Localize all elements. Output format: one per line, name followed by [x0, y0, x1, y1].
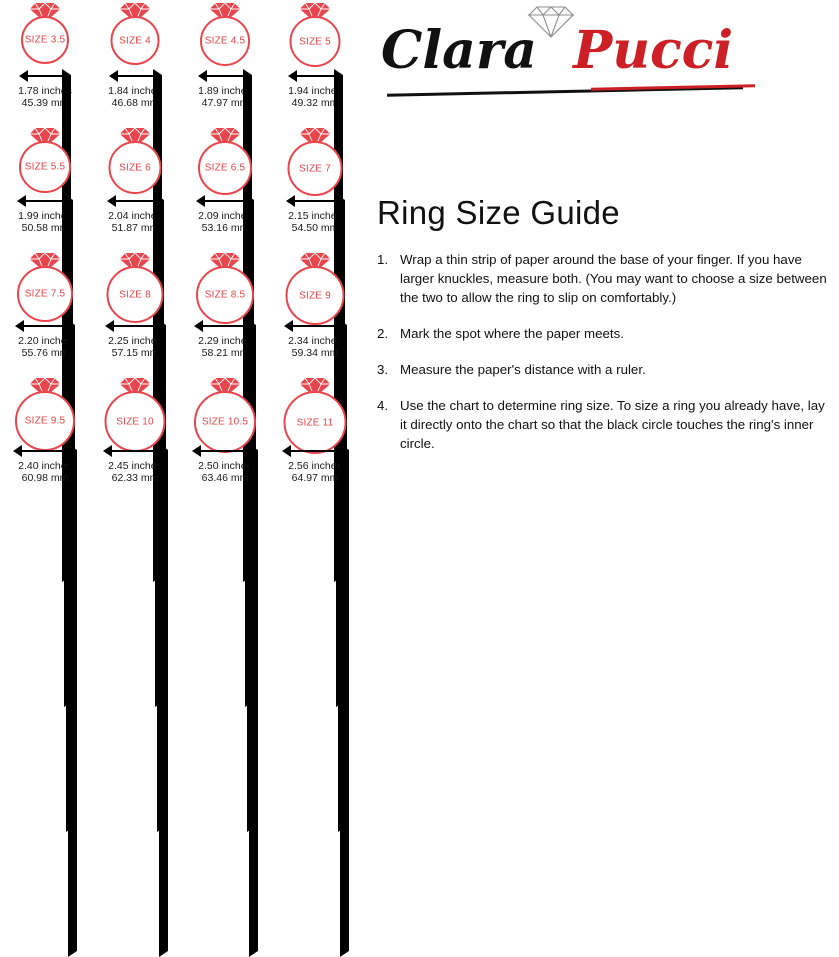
diameter-arrow	[95, 319, 175, 333]
guide-step-number: 2.	[377, 326, 389, 341]
ring-measurement-inches: 1.99 inches	[18, 210, 72, 222]
ring-size-label: SIZE 4.5	[204, 35, 246, 47]
ring-measurement-mm: 55.76 mm	[21, 347, 69, 359]
diameter-arrow	[185, 444, 265, 458]
ring-measurement-inches: 2.45 inches	[108, 460, 162, 472]
ring-measurement	[288, 460, 342, 484]
ring-measurement-inches: 2.50 inches	[198, 460, 252, 472]
ring-illustration	[5, 252, 85, 318]
ring-measurement-inches: 2.15 inches	[288, 210, 342, 222]
diameter-arrow	[5, 319, 85, 333]
diameter-arrow	[275, 444, 355, 458]
ring-illustration	[185, 252, 265, 318]
diameter-arrow	[185, 69, 265, 83]
ring-size-cell[interactable]	[270, 250, 360, 375]
ring-measurement-inches: 1.94 inches	[288, 85, 342, 97]
ring-measurement-inches: 2.09 inches	[198, 210, 252, 222]
ring-size-label: SIZE 5	[299, 36, 331, 47]
ring-illustration	[95, 377, 175, 443]
ring-size-label: SIZE 4	[119, 35, 151, 46]
diameter-arrow	[5, 444, 85, 458]
ring-size-cell[interactable]	[90, 250, 180, 375]
ring-size-label: SIZE 6	[119, 162, 151, 173]
guide-step	[377, 360, 827, 379]
guide-step-text: Mark the spot where the paper meets.	[400, 326, 624, 341]
ring-illustration	[185, 2, 265, 68]
ring-measurement	[198, 335, 252, 359]
ring-size-label: SIZE 5.5	[24, 161, 66, 173]
ring-size-cell[interactable]	[0, 250, 90, 375]
ring-size-cell[interactable]	[180, 375, 270, 500]
ring-size-label: SIZE 7.5	[24, 288, 66, 300]
brand-name-first: Clara	[381, 20, 537, 81]
ring-measurement-inches: 2.25 inches	[108, 335, 162, 347]
ring-size-cell[interactable]	[90, 375, 180, 500]
ring-measurement-mm: 45.39 mm	[21, 97, 69, 109]
ring-measurement-mm: 49.32 mm	[291, 97, 339, 109]
ring-size-cell[interactable]	[270, 125, 360, 250]
ring-size-cell[interactable]	[180, 250, 270, 375]
ring-size-label: SIZE 3.5	[24, 34, 66, 46]
ring-measurement	[18, 460, 72, 484]
ring-illustration	[275, 377, 355, 443]
ring-size-label: SIZE 7	[299, 163, 331, 174]
ring-size-chart	[0, 0, 363, 501]
ring-size-cell[interactable]	[0, 0, 90, 125]
guide-steps	[377, 250, 827, 470]
ring-measurement-mm: 59.34 mm	[291, 347, 339, 359]
ring-size-cell[interactable]	[90, 0, 180, 125]
guide-step	[377, 396, 827, 453]
ring-measurement-inches: 2.34 inches	[288, 335, 342, 347]
ring-illustration	[5, 2, 85, 68]
chart-row	[0, 375, 363, 500]
ring-illustration	[95, 2, 175, 68]
ring-measurement	[18, 335, 72, 359]
ring-illustration	[5, 127, 85, 193]
ring-size-cell[interactable]	[270, 375, 360, 500]
diameter-arrow	[95, 444, 175, 458]
ring-size-label: SIZE 6.5	[204, 162, 246, 174]
ring-illustration	[275, 127, 355, 193]
page-title: Ring Size Guide	[377, 194, 620, 231]
ring-measurement-mm: 60.98 mm	[21, 472, 69, 484]
ring-size-cell[interactable]	[90, 125, 180, 250]
ring-measurement-mm: 58.21 mm	[201, 347, 249, 359]
ring-measurement-inches: 1.84 inches	[108, 85, 162, 97]
ring-measurement-mm: 54.50 mm	[291, 222, 339, 234]
ring-measurement-mm: 53.16 mm	[201, 222, 249, 234]
diameter-arrow	[5, 194, 85, 208]
chart-row	[0, 0, 363, 125]
guide-step-number: 1.	[377, 252, 389, 267]
guide-step	[377, 250, 827, 307]
ring-measurement-inches: 1.78 inches	[18, 85, 72, 97]
ring-size-label: SIZE 10	[116, 416, 154, 427]
ring-measurement	[288, 335, 342, 359]
diameter-arrow	[95, 69, 175, 83]
brand-logo	[371, 4, 771, 104]
guide-step	[377, 324, 827, 343]
brand-name	[381, 20, 781, 81]
ring-measurement-inches: 1.89 inches	[198, 85, 252, 97]
diameter-arrow	[185, 194, 265, 208]
ring-size-label: SIZE 9.5	[24, 415, 66, 427]
ring-size-cell[interactable]	[270, 0, 360, 125]
guide-step-text: Use the chart to determine ring size. To size a ring you already have, lay it directly onto the chart so that the black circle touches the ring's inner circle.	[400, 398, 825, 451]
ring-illustration	[275, 2, 355, 68]
ring-measurement-inches: 2.29 inches	[198, 335, 252, 347]
guide-step-text: Measure the paper's distance with a ruler.	[400, 362, 646, 377]
guide-step-number: 4.	[377, 398, 389, 413]
ring-measurement-mm: 64.97 mm	[291, 472, 339, 484]
ring-measurement-mm: 57.15 mm	[111, 347, 159, 359]
diameter-arrow	[95, 194, 175, 208]
brand-name-second: Pucci	[573, 20, 734, 81]
ring-illustration	[95, 127, 175, 193]
guide-step-text: Wrap a thin strip of paper around the base of your finger. If you have larger knuckles, measure both. (You may want to choose a size between the two to allow the ring to slip on comfortably.)	[400, 252, 827, 305]
diameter-arrow	[275, 69, 355, 83]
ring-measurement-inches: 2.20 inches	[18, 335, 72, 347]
guide-panel	[363, 0, 839, 501]
ring-illustration	[275, 252, 355, 318]
diameter-arrow	[5, 69, 85, 83]
diameter-arrow	[275, 319, 355, 333]
ring-size-label: SIZE 9	[299, 290, 331, 301]
guide-step-number: 3.	[377, 362, 389, 377]
ring-measurement-inches: 2.04 inches	[108, 210, 162, 222]
ring-size-label: SIZE 8	[119, 289, 151, 300]
ring-size-label: SIZE 8.5	[204, 289, 246, 301]
ring-illustration	[185, 377, 265, 443]
ring-measurement	[198, 210, 252, 234]
ring-measurement-mm: 63.46 mm	[201, 472, 249, 484]
ring-measurement-mm: 47.97 mm	[201, 97, 249, 109]
ring-measurement-inches: 2.56 inches	[288, 460, 342, 472]
ring-measurement-mm: 51.87 mm	[111, 222, 159, 234]
chart-row	[0, 125, 363, 250]
ring-size-label: SIZE 11	[296, 417, 334, 428]
ring-illustration	[5, 377, 85, 443]
ring-measurement	[288, 210, 342, 234]
diameter-arrow	[275, 194, 355, 208]
ring-measurement-mm: 46.68 mm	[111, 97, 159, 109]
ring-size-cell[interactable]	[180, 125, 270, 250]
ring-illustration	[95, 252, 175, 318]
ring-measurement-mm: 62.33 mm	[111, 472, 159, 484]
chart-row	[0, 250, 363, 375]
ring-illustration	[185, 127, 265, 193]
diameter-arrow	[185, 319, 265, 333]
ring-size-cell[interactable]	[180, 0, 270, 125]
ring-measurement	[108, 335, 162, 359]
ring-measurement	[198, 460, 252, 484]
ring-measurement-mm: 50.58 mm	[21, 222, 69, 234]
ring-size-cell[interactable]	[0, 375, 90, 500]
ring-size-label: SIZE 10.5	[201, 416, 249, 428]
ring-measurement-inches: 2.40 inches	[18, 460, 72, 472]
ring-measurement	[108, 460, 162, 484]
ring-size-cell[interactable]	[0, 125, 90, 250]
